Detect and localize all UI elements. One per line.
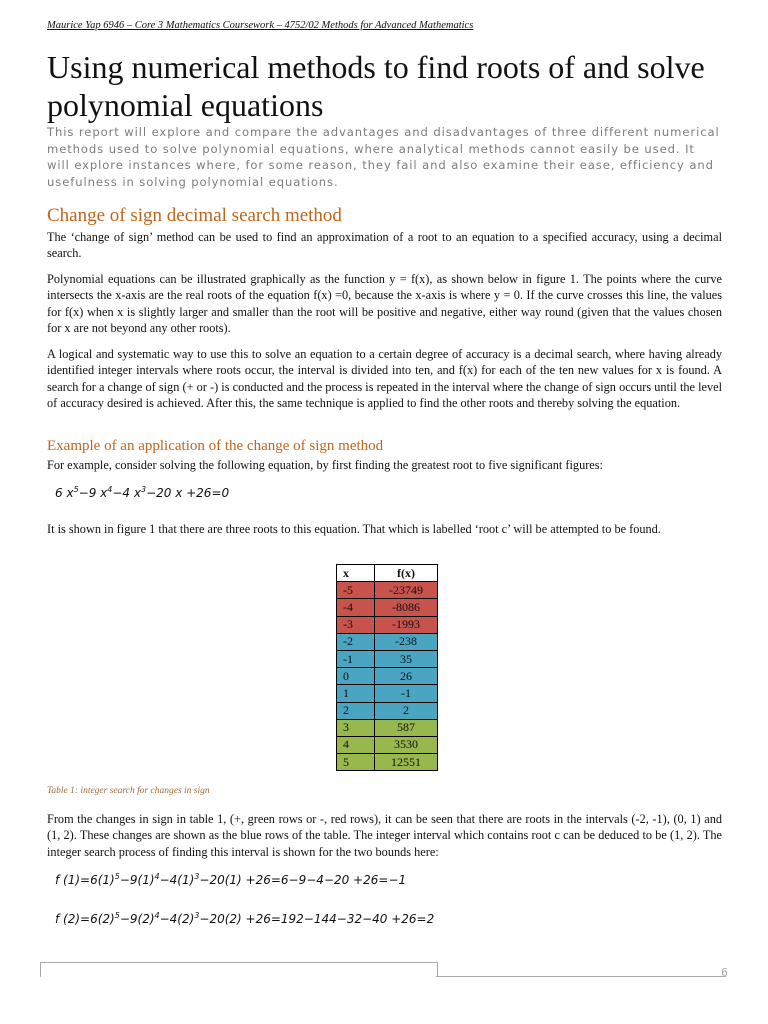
after-table-paragraph: From the changes in sign in table 1, (+, green rows or -, red rows), it can be seen that there are roots in the intervals (-2, -1), (0, 1) and (1, 2). These changes are shown as the blue rows of the table. The integer interval which contains root c can be deduced to be (1, 2). The integer search process of finding this interval is shown for the two bounds here:: [47, 812, 722, 859]
table-row: [337, 702, 438, 719]
table-cell-fx: 587: [375, 719, 438, 736]
section-paragraph-3: A logical and systematic way to use this to solve an equation to a certain degree of accuracy is a decimal search, where having already identified integer intervals where roots occur, the interval is divided into ten, and f(x) for each of the ten new values for x is found. A search for a change of sign (+ or -) is conducted and the process is repeated in the interval where the change of sign occurs until the level of accuracy desired is achieved. After this, the same technique is applied to find the other roots and thereby solving the equation.: [47, 347, 722, 411]
table-cell-x: -2: [337, 633, 375, 650]
table-row: [337, 633, 438, 650]
subsection-heading: Example of an application of the change of sign method: [47, 438, 384, 454]
polynomial-equation: 6 $x^5-9$ $x^4-4$ $x^3-20$ x +26=0: [55, 485, 230, 500]
bound-equation-f1: f $(1)=6(1)^5-9(1)^4-4(1)^3-20(1) +26=6-9-4-20 +26=-1$: [55, 872, 407, 887]
table-cell-x: 1: [337, 685, 375, 702]
table-cell-fx: -1: [375, 685, 438, 702]
table-cell-fx: 35: [375, 650, 438, 667]
table-row: [337, 582, 438, 599]
table-cell-x: -4: [337, 599, 375, 616]
table-row: [337, 599, 438, 616]
table-cell-fx: 26: [375, 668, 438, 685]
table-cell-x: 0: [337, 668, 375, 685]
table-row: [337, 719, 438, 736]
table-cell-fx: 3530: [375, 736, 438, 753]
table-cell-x: 3: [337, 719, 375, 736]
table-cell-x: 2: [337, 702, 375, 719]
section-heading: Change of sign decimal search method: [47, 205, 342, 226]
table-cell-fx: -23749: [375, 582, 438, 599]
table-row: [337, 736, 438, 753]
bound-equation-f2: f $(2)=6(2)^5-9(2)^4-4(2)^3-20(2) +26=192-144-32-40 +26=2$: [55, 911, 435, 926]
table-cell-fx: 2: [375, 702, 438, 719]
table-row: [337, 650, 438, 667]
table-cell-fx: -8086: [375, 599, 438, 616]
subsection-paragraph-1: For example, consider solving the following equation, by first finding the greatest root to five significant figures:: [47, 458, 603, 472]
footer-box: [40, 962, 438, 977]
table-cell-fx: -238: [375, 633, 438, 650]
table-row: [337, 616, 438, 633]
integer-search-table: [336, 564, 438, 771]
section-paragraph-2: Polynomial equations can be illustrated graphically as the function y = f(x), as shown below in figure 1. The points where the curve intersects the x-axis are the real roots of the equation f(x) =0, because the x-axis is where y = 0. If the curve crosses this line, the values for f(x) when x is slightly larger and smaller than the root will be positive and negative, either way round (given that the values chosen for x are not beyond any other roots).: [47, 272, 722, 336]
intro-paragraph: This report will explore and compare the advantages and disadvantages of three different numerical methods used to solve polynomial equations, where analytical methods cannot easily be used. It will explore instances where, for some reason, they fail and also examine their ease, efficiency and usefulness in solving polynomial equations.: [47, 125, 720, 189]
page-number: 6: [721, 966, 728, 979]
table-cell-x: -3: [337, 616, 375, 633]
subsection-paragraph-2: It is shown in figure 1 that there are three roots to this equation. That which is labelled ‘root c’ will be attempted to be found.: [47, 522, 661, 536]
table-row: [337, 685, 438, 702]
running-header: Maurice Yap 6946 – Core 3 Mathematics Coursework – 4752/02 Methods for Advanced Mathematics: [47, 20, 474, 31]
table-row: [337, 668, 438, 685]
table-cell-x: -5: [337, 582, 375, 599]
table-caption: Table 1: integer search for changes in sign: [47, 786, 210, 796]
table-cell-x: 4: [337, 736, 375, 753]
table-row: [337, 754, 438, 771]
table-header-x: x: [337, 565, 375, 582]
section-paragraph-1: The ‘change of sign’ method can be used to find an approximation of a root to an equation to a specified accuracy, using a decimal search.: [47, 230, 722, 261]
table-cell-x: -1: [337, 650, 375, 667]
footer-divider: [436, 976, 726, 977]
page-title: Using numerical methods to find roots of and solve polynomial equations: [47, 49, 705, 123]
table-header-row: [337, 565, 438, 582]
table-cell-fx: 12551: [375, 754, 438, 771]
table-cell-x: 5: [337, 754, 375, 771]
table-cell-fx: -1993: [375, 616, 438, 633]
table-header-fx: f(x): [375, 565, 438, 582]
